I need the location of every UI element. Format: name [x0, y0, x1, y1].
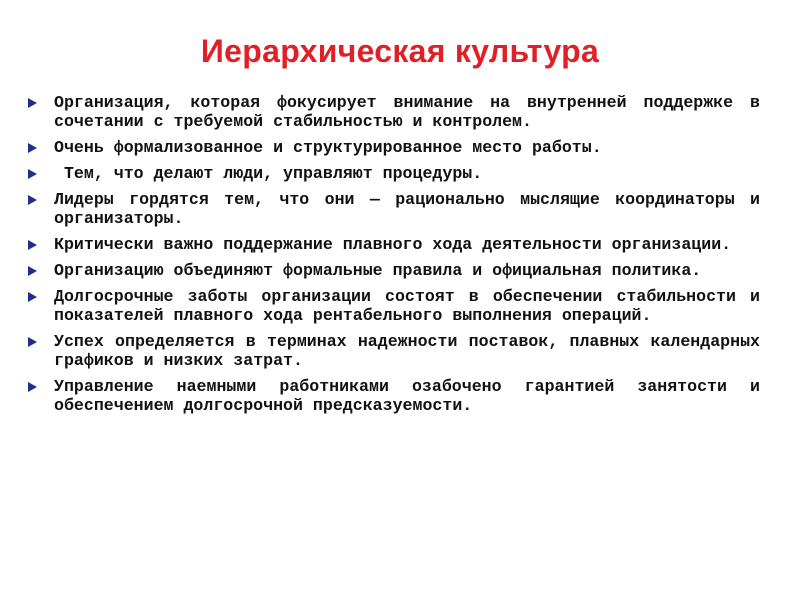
triangle-right-icon [28, 240, 37, 250]
bullet-item [28, 332, 760, 370]
triangle-right-icon [28, 292, 37, 302]
bullet-text: Управление наемными работниками озабочено гарантией занятости и обеспечением долгосрочной предсказуемости. [54, 377, 760, 415]
bullet-text: Тем, что делают люди, управляют процедуры. [54, 164, 483, 183]
bullet-text: Критически важно поддержание плавного хода деятельности организации. [54, 235, 732, 254]
bullet-list [28, 93, 760, 422]
bullet-text: Лидеры гордятся тем, что они — рационально мыслящие координаторы и организаторы. [54, 190, 760, 228]
triangle-right-icon [28, 169, 37, 179]
triangle-right-icon [28, 382, 37, 392]
bullet-item [28, 261, 760, 280]
bullet-text: Организация, которая фокусирует внимание на внутренней поддержке в сочетании с требуемой стабильностью и контролем. [54, 93, 760, 131]
bullet-text: Успех определяется в терминах надежности поставок, плавных календарных графиков и низких затрат. [54, 332, 760, 370]
bullet-text: Очень формализованное и структурированное место работы. [54, 138, 602, 157]
bullet-item [28, 138, 760, 157]
triangle-right-icon [28, 266, 37, 276]
bullet-item [28, 190, 760, 228]
triangle-right-icon [28, 337, 37, 347]
bullet-item [28, 377, 760, 415]
bullet-text: Организацию объединяют формальные правила и официальная политика. [54, 261, 702, 280]
bullet-item [28, 93, 760, 131]
triangle-right-icon [28, 143, 37, 153]
bullet-item [28, 235, 760, 254]
slide-title: Иерархическая культура [200, 33, 600, 69]
triangle-right-icon [28, 98, 37, 108]
bullet-item [28, 287, 760, 325]
triangle-right-icon [28, 195, 37, 205]
bullet-text: Долгосрочные заботы организации состоят в обеспечении стабильности и показателей плавного хода рентабельного выполнения операций. [54, 287, 760, 325]
bullet-item [28, 164, 760, 183]
